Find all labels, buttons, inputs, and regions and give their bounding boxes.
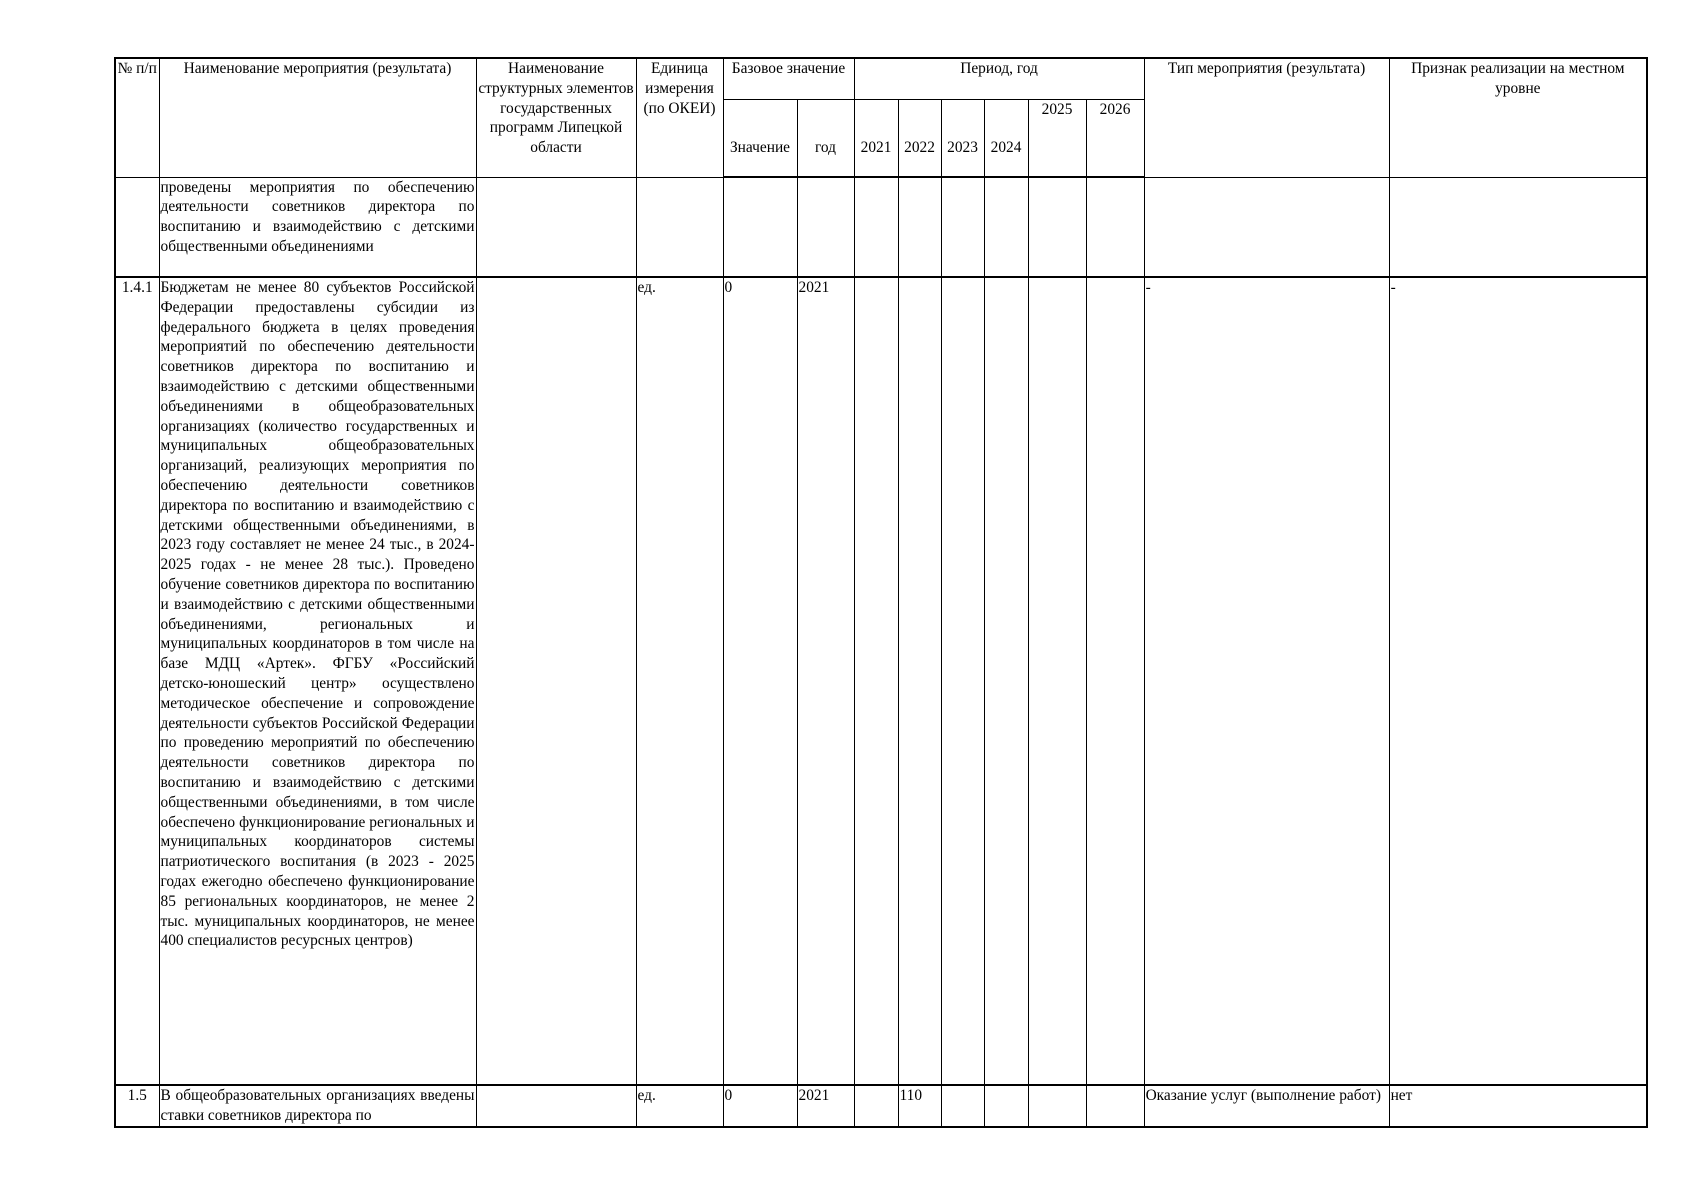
row-y2023 xyxy=(941,177,984,277)
row-y2024 xyxy=(984,277,1028,1085)
row-unit xyxy=(636,177,723,277)
header-year-2022: 2022 xyxy=(898,99,941,177)
row-num xyxy=(115,177,159,277)
row-name: проведены мероприятия по обеспечению деятельности советников директора по воспитанию и взаимодействию с детскими общественными объединениями xyxy=(159,177,476,277)
measures-table xyxy=(114,57,1648,1128)
table-row xyxy=(115,1085,1647,1127)
row-struct xyxy=(476,277,636,1085)
header-base: Базовое значение xyxy=(723,58,854,99)
header-row-top xyxy=(115,58,1647,99)
header-year-2021: 2021 xyxy=(854,99,898,177)
row-y2026 xyxy=(1086,277,1144,1085)
header-num: № п/п xyxy=(115,58,159,177)
row-unit: ед. xyxy=(636,277,723,1085)
row-y2026 xyxy=(1086,177,1144,277)
header-type: Тип мероприятия (результата) xyxy=(1144,58,1389,177)
row-type: Оказание услуг (выполнение работ) xyxy=(1144,1085,1389,1127)
table-row xyxy=(115,177,1647,277)
row-y2025 xyxy=(1028,1085,1086,1127)
row-num: 1.5 xyxy=(115,1085,159,1127)
row-y2022 xyxy=(898,177,941,277)
header-struct: Наименование структурных элементов государственных программ Липецкой области xyxy=(476,58,636,177)
row-y2023 xyxy=(941,277,984,1085)
row-y2023 xyxy=(941,1085,984,1127)
row-y2024 xyxy=(984,177,1028,277)
row-y2021 xyxy=(854,1085,898,1127)
row-name: В общеобразовательных организациях введены ставки советников директора по xyxy=(159,1085,476,1127)
row-base-year: 2021 xyxy=(797,277,854,1085)
row-y2022: 110 xyxy=(898,1085,941,1127)
row-base-value: 0 xyxy=(723,277,797,1085)
row-y2026 xyxy=(1086,1085,1144,1127)
header-base-value: Значение xyxy=(723,99,797,177)
row-struct xyxy=(476,1085,636,1127)
row-base-year xyxy=(797,177,854,277)
row-unit: ед. xyxy=(636,1085,723,1127)
table-row xyxy=(115,277,1647,1085)
row-base-year: 2021 xyxy=(797,1085,854,1127)
header-period: Период, год xyxy=(854,58,1144,99)
row-base-value xyxy=(723,177,797,277)
row-local xyxy=(1389,177,1647,277)
row-name: Бюджетам не менее 80 субъектов Российской Федерации предоставлены субсидии из федерального бюджета в целях проведения мероприятий по обеспечению деятельности советников директора по воспитанию и взаимодействию с детскими общественными объединениями в общеобразовательных организациях (количество государственных и муниципальных общеобразовательных организаций, реализующих мероприятия по обеспечению деятельности советников директора по воспитанию и взаимодействию с детскими общественными объединениями, в 2023 году составляет не менее 24 тыс., в 2024-2025 годах - не менее 28 тыс.). Проведено обучение советников директора по воспитанию и взаимодействию с детскими общественными объединениями, региональных и муниципальных координаторов в том числе на базе МДЦ «Артек». ФГБУ «Российский детско-юношеский центр» осуществлено методическое обеспечение и сопровождение деятельности субъектов Российской Федерации по проведению мероприятий по обеспечению деятельности советников директора по воспитанию и взаимодействию с детскими общественными объединениями, в том числе обеспечено функционирование региональных и муниципальных координаторов системы патриотического воспитания (в 2023 - 2025 годах ежегодно обеспечено функционирование 85 региональных координаторов, не менее 2 тыс. муниципальных координаторов, не менее 400 специалистов ресурсных центров) xyxy=(159,277,476,1085)
header-base-year: год xyxy=(797,99,854,177)
row-type xyxy=(1144,177,1389,277)
header-local: Признак реализации на местном уровне xyxy=(1389,58,1647,177)
header-year-2025: 2025 xyxy=(1028,99,1086,177)
header-name: Наименование мероприятия (результата) xyxy=(159,58,476,177)
row-y2025 xyxy=(1028,177,1086,277)
row-y2025 xyxy=(1028,277,1086,1085)
row-local: нет xyxy=(1389,1085,1647,1127)
header-year-2024: 2024 xyxy=(984,99,1028,177)
row-struct xyxy=(476,177,636,277)
row-type: - xyxy=(1144,277,1389,1085)
row-base-value: 0 xyxy=(723,1085,797,1127)
header-year-2026: 2026 xyxy=(1086,99,1144,177)
row-y2024 xyxy=(984,1085,1028,1127)
row-y2021 xyxy=(854,177,898,277)
row-local: - xyxy=(1389,277,1647,1085)
row-y2021 xyxy=(854,277,898,1085)
header-year-2023: 2023 xyxy=(941,99,984,177)
row-y2022 xyxy=(898,277,941,1085)
header-unit: Единица измерения (по ОКЕИ) xyxy=(636,58,723,177)
row-num: 1.4.1 xyxy=(115,277,159,1085)
